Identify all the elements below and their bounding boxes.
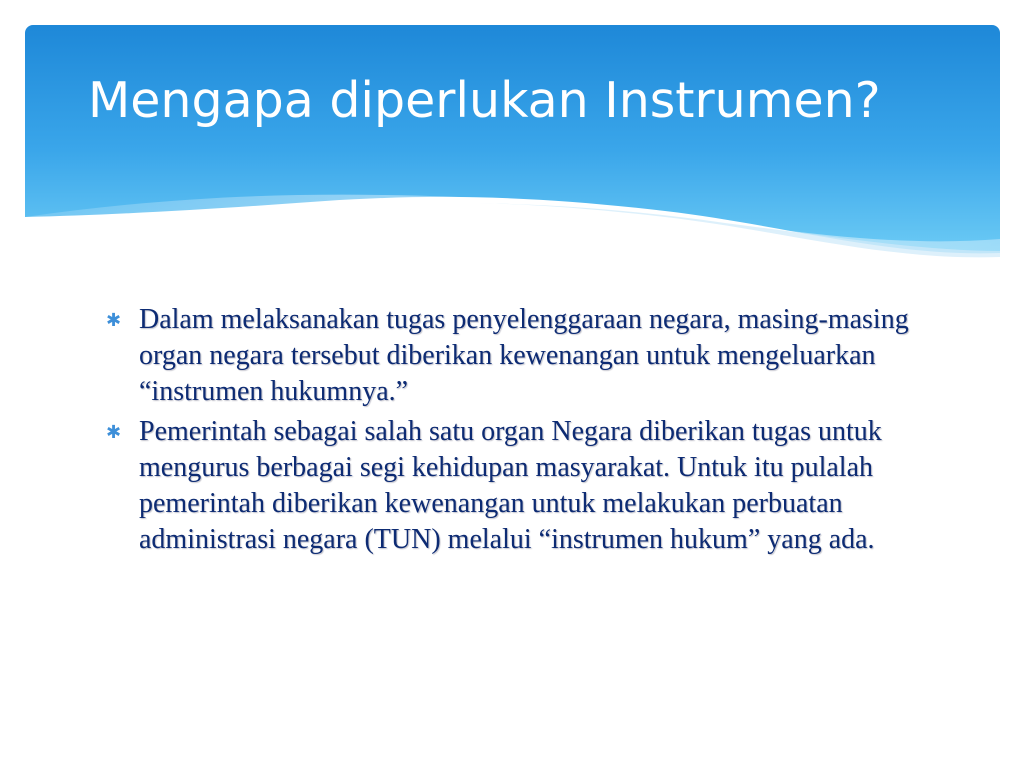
bullet-text: Dalam melaksanakan tugas penyelenggaraan negara, masing-masing organ negara tersebut diberikan kewenangan untuk mengeluarkan “instrumen hukumnya.” (139, 304, 909, 407)
header-banner (25, 25, 1000, 285)
asterisk-icon: ✱ (106, 310, 122, 331)
wave-header-graphic (25, 25, 1000, 285)
bullet-item (106, 302, 926, 410)
bullet-list (106, 302, 926, 562)
bullet-item (106, 414, 926, 558)
bullet-text: Pemerintah sebagai salah satu organ Negara diberikan tugas untuk mengurus berbagai segi kehidupan masyarakat. Untuk itu pulalah pemerintah diberikan kewenangan untuk melakukan perbuatan administrasi negara (TUN) melalui “instrumen hukum” yang ada. (139, 416, 882, 555)
slide-title: Mengapa diperlukan Instrumen? (88, 72, 881, 129)
asterisk-icon: ✱ (106, 422, 122, 443)
